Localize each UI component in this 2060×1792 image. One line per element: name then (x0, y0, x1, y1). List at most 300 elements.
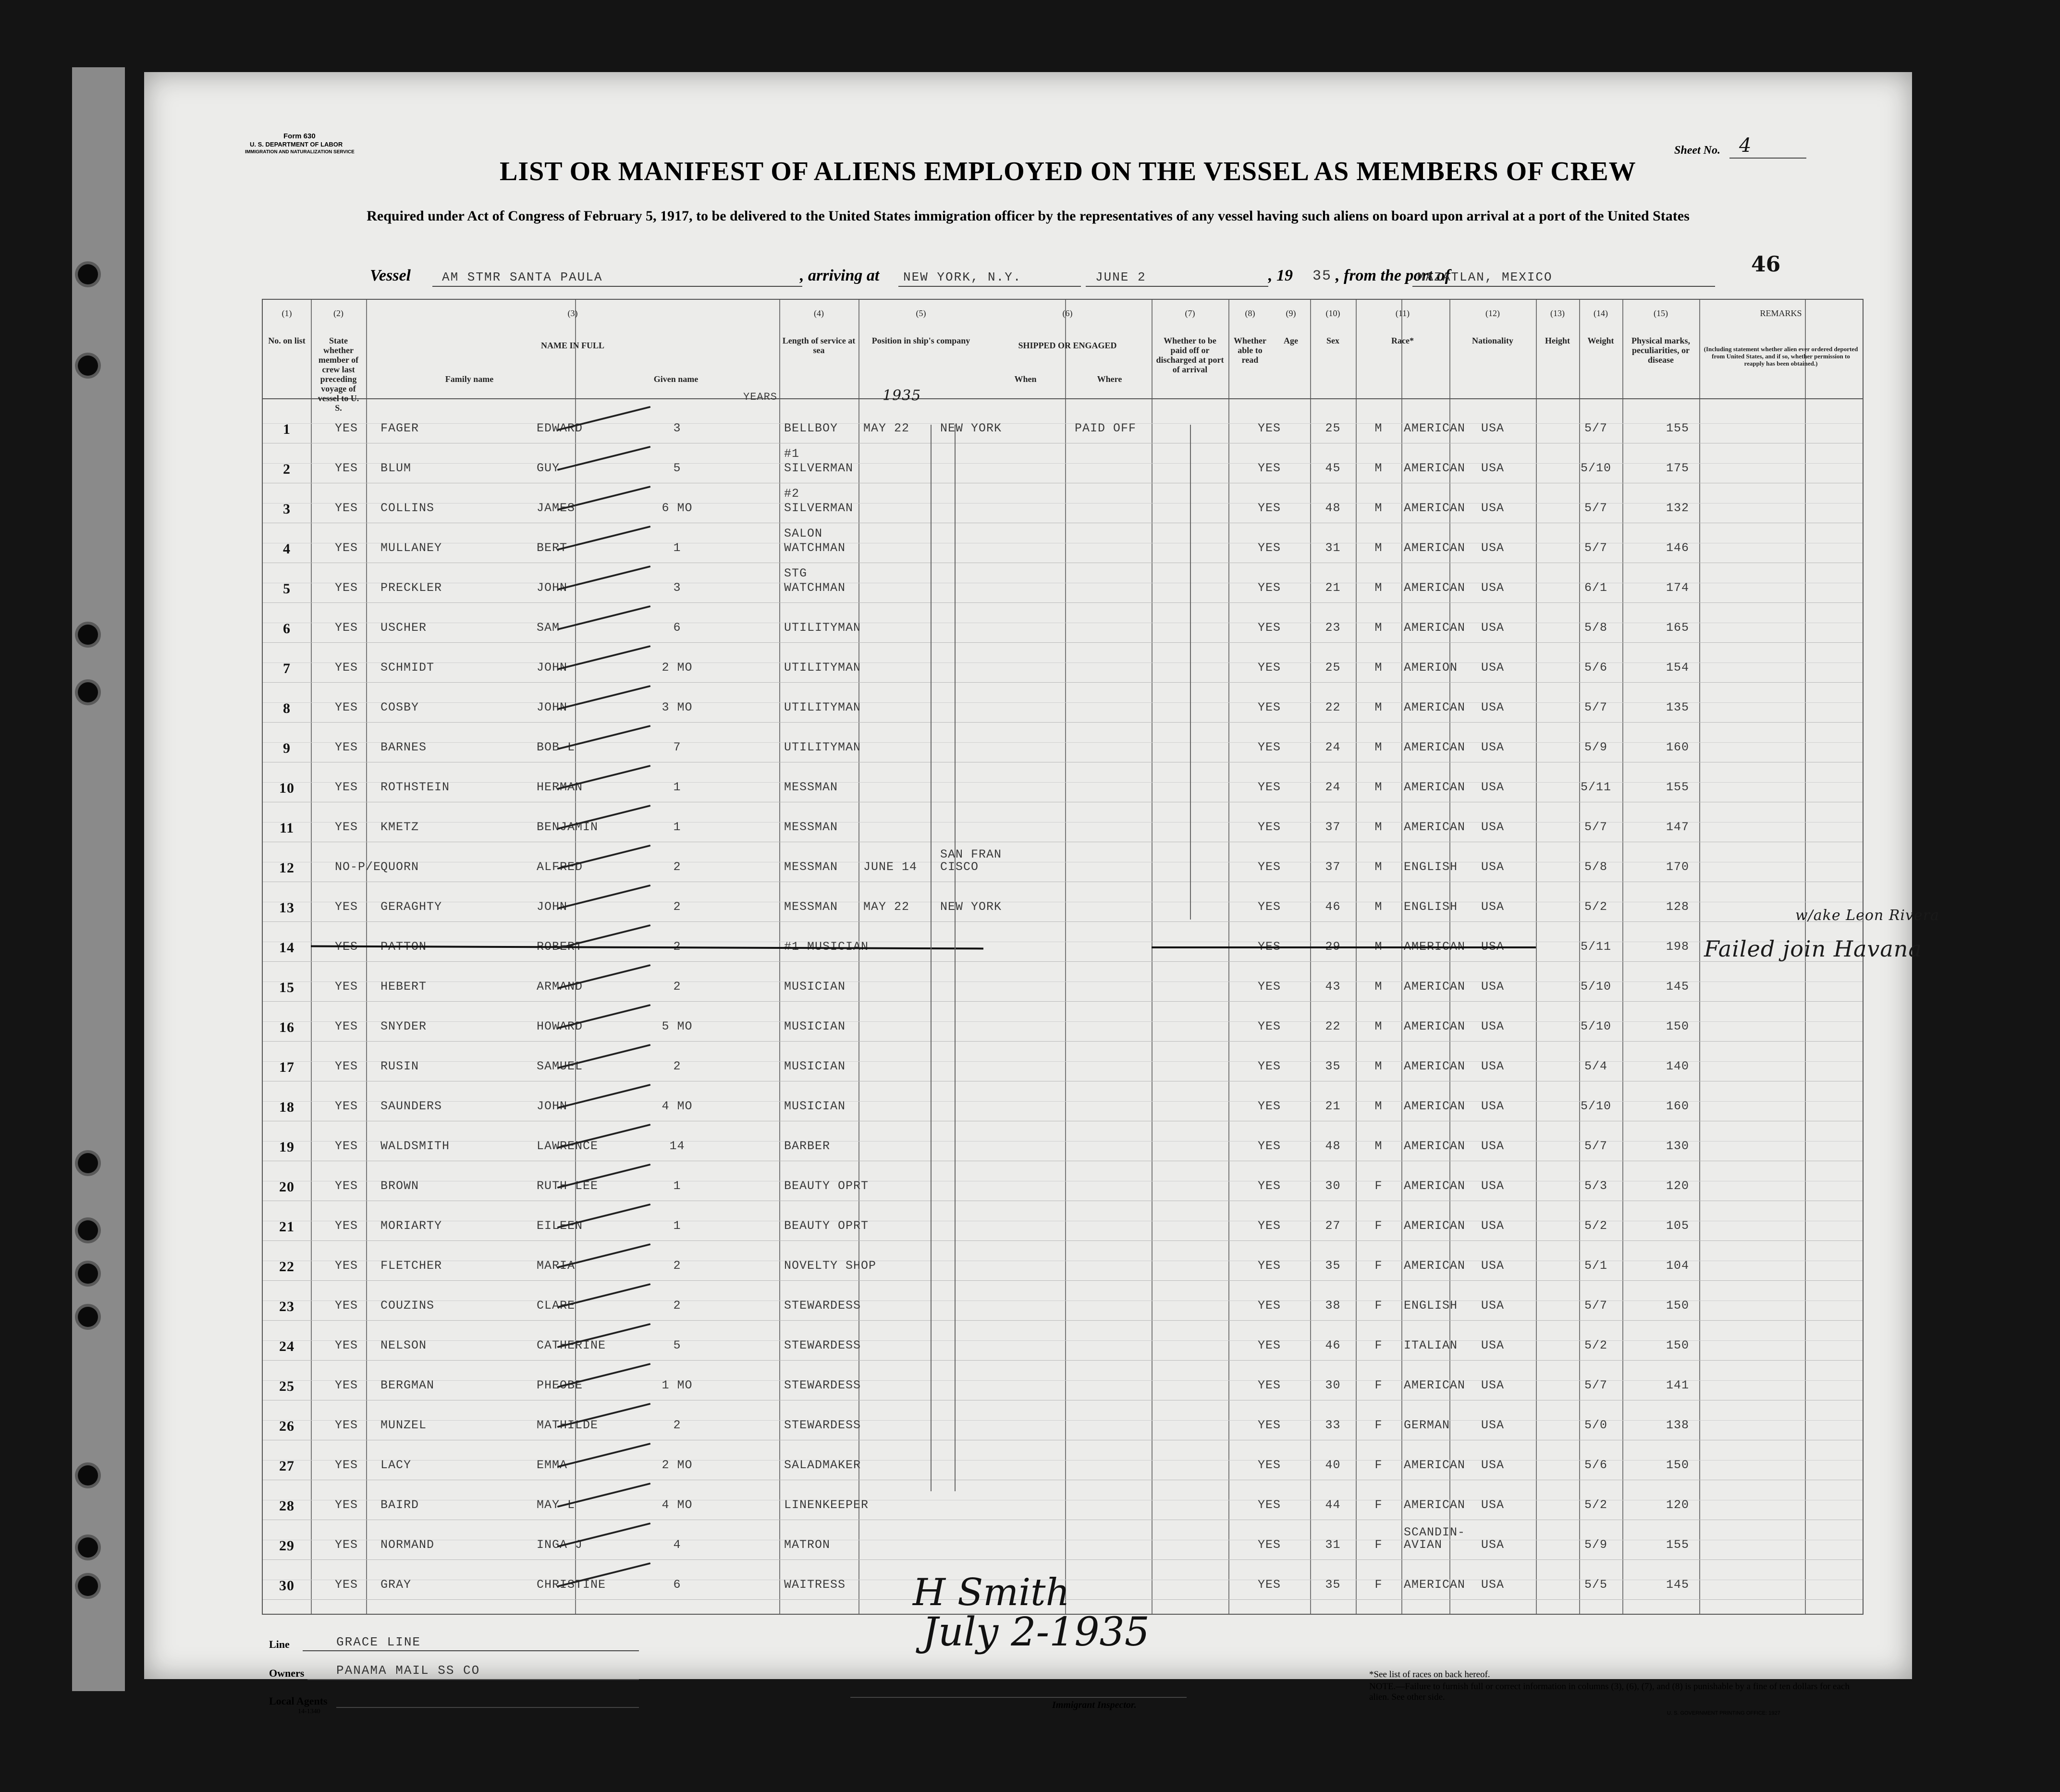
cell-position: STEWARDESS (784, 1378, 861, 1392)
cell-family: MULLANEY (380, 541, 442, 555)
cell-given: JOHN (537, 1099, 568, 1113)
cell-height: 5/10 (1580, 461, 1611, 475)
cell-age: 24 (1325, 740, 1341, 754)
cell-when: JUNE 14 (863, 860, 918, 874)
from-port-label: , from the port of (1336, 267, 1450, 284)
cell-position: UTILITYMAN (784, 700, 861, 714)
cell-prev: YES (335, 980, 358, 994)
cell-race: AMERICAN (1404, 621, 1466, 635)
column-number: (1) (282, 308, 292, 318)
cell-family: COLLINS (380, 501, 435, 515)
cell-no: 29 (279, 1538, 294, 1554)
cell-prev: YES (335, 940, 358, 954)
cell-weight: 154 (1666, 661, 1689, 675)
cell-prev: YES (335, 700, 358, 714)
column-header: NAME IN FULL (540, 341, 604, 350)
column-rule (1579, 300, 1580, 1614)
cell-age: 27 (1325, 1219, 1341, 1233)
cell-height: 5/8 (1584, 621, 1607, 635)
column-rule (858, 300, 859, 1614)
cell-position: UTILITYMAN (784, 661, 861, 675)
cell-sex: M (1374, 661, 1383, 675)
column-header: State whether member of crew last preceding voyage of vessel to U. S. (318, 336, 359, 413)
cell-position-top: SALON (784, 527, 823, 540)
cell-given: ARMAND (537, 980, 583, 994)
column-number: (12) (1485, 308, 1500, 318)
cell-age: 40 (1325, 1458, 1341, 1472)
arriving-label: , arriving at (800, 267, 880, 284)
cell-service: 4 MO (662, 1099, 693, 1113)
cell-height: 5/10 (1580, 1099, 1611, 1113)
cell-family: MUNZEL (380, 1418, 427, 1432)
cell-no: 27 (279, 1458, 294, 1474)
cell-given: HOWARD (537, 1019, 583, 1033)
column-rule (1536, 300, 1537, 1614)
cell-weight: 174 (1666, 581, 1689, 595)
column-header: Whether to be paid off or discharged at port of arrival (1156, 336, 1224, 374)
cell-age: 48 (1325, 1139, 1341, 1153)
cell-age: 35 (1325, 1059, 1341, 1073)
cell-age: 22 (1325, 1019, 1341, 1033)
cell-weight: 105 (1666, 1219, 1689, 1233)
shipped-year-note: 1935 (883, 387, 921, 404)
cell-no: 28 (279, 1498, 294, 1514)
strike-line (1152, 946, 1536, 948)
cell-weight: 160 (1666, 1099, 1689, 1113)
row-rule (263, 1041, 1863, 1042)
cell-read: YES (1257, 1099, 1281, 1113)
cell-weight: 130 (1666, 1139, 1689, 1153)
cell-family: FAGER (380, 421, 419, 435)
cell-prev: YES (335, 780, 358, 794)
cell-position: UTILITYMAN (784, 740, 861, 754)
cell-nat: USA (1481, 1179, 1504, 1193)
column-rule (1228, 300, 1229, 1614)
cell-service: 1 (673, 820, 681, 834)
column-rule (1356, 300, 1357, 1614)
cell-race: AMERICAN (1404, 421, 1466, 435)
races-note: *See list of races on back hereof. (1369, 1669, 1490, 1680)
cell-position: STEWARDESS (784, 1338, 861, 1352)
row-rule (263, 722, 1863, 723)
cell-read: YES (1257, 1019, 1281, 1033)
cell-age: 25 (1325, 421, 1341, 435)
cell-weight: 150 (1666, 1338, 1689, 1352)
cell-weight: 135 (1666, 700, 1689, 714)
cell-read: YES (1257, 900, 1281, 914)
cell-service: 4 (673, 1538, 681, 1552)
cell-age: 21 (1325, 581, 1341, 595)
cell-given: INGA J (537, 1538, 583, 1552)
column-number: (14) (1594, 308, 1608, 318)
arrival-year: 35 (1312, 268, 1332, 284)
cell-given: EMMA (537, 1458, 568, 1472)
cell-position: MUSICIAN (784, 1099, 846, 1113)
cell-age: 31 (1325, 1538, 1341, 1552)
cell-height: 5/1 (1584, 1259, 1607, 1273)
ditto-line (931, 425, 932, 1491)
manifest-page (144, 72, 1939, 1716)
cell-sex: F (1374, 1219, 1383, 1233)
column-number: (9) (1286, 308, 1296, 318)
cell-age: 30 (1325, 1179, 1341, 1193)
cell-prev: YES (335, 1139, 358, 1153)
cell-given: JOHN (537, 700, 568, 714)
binder-hole (78, 625, 98, 645)
column-subheader: Family name (445, 374, 494, 384)
cell-height: 5/0 (1584, 1418, 1607, 1432)
row-rule (263, 1320, 1863, 1321)
cell-read: YES (1257, 1259, 1281, 1273)
cell-height: 5/2 (1584, 1338, 1607, 1352)
cell-prev: YES (335, 1378, 358, 1392)
cell-race: AMERICAN (1404, 1099, 1466, 1113)
cell-age: 33 (1325, 1418, 1341, 1432)
cell-service: 2 (673, 860, 681, 874)
cell-position: STEWARDESS (784, 1299, 861, 1313)
column-number: (3) (567, 308, 578, 318)
cell-nat: USA (1481, 1498, 1504, 1512)
cell-height: 5/7 (1584, 1299, 1607, 1313)
column-header: Physical marks, peculiarities, or disease (1631, 336, 1690, 365)
cell-prev: YES (335, 820, 358, 834)
cell-prev: YES (335, 661, 358, 675)
cell-sex: M (1374, 820, 1383, 834)
cell-nat: USA (1481, 1019, 1504, 1033)
binder-hole (78, 1537, 98, 1558)
cell-age: 22 (1325, 700, 1341, 714)
cell-paid: PAID OFF (1075, 421, 1137, 435)
column-number: (8) (1245, 308, 1255, 318)
form-number: Form 630 (283, 132, 316, 140)
cell-no: 4 (283, 541, 291, 557)
cell-service: 7 (673, 740, 681, 754)
binder-hole (78, 1576, 98, 1596)
cell-service: 2 (673, 980, 681, 994)
cell-no: 22 (279, 1259, 294, 1275)
cell-prev: YES (335, 421, 358, 435)
cell-position: STEWARDESS (784, 1418, 861, 1432)
cell-height: 5/7 (1584, 1139, 1607, 1153)
cell-no: 6 (283, 621, 291, 637)
cell-nat: USA (1481, 780, 1504, 794)
sheet-number: 4 (1739, 135, 1752, 157)
cell-read: YES (1257, 1219, 1281, 1233)
page-subtitle: Required under Act of Congress of February 5, 1917, to be delivered to the United States immigration officer by the representatives of any vessel having such aliens on board upon arrival at a port of the United States (367, 208, 1690, 224)
cell-nat: USA (1481, 421, 1504, 435)
row-rule (263, 1240, 1863, 1241)
cell-service: 1 (673, 1179, 681, 1193)
cell-nat: USA (1481, 1259, 1504, 1273)
column-number: (11) (1395, 308, 1410, 318)
cell-family: PATTON (380, 940, 427, 954)
department: U. S. DEPARTMENT OF LABOR (250, 141, 343, 148)
column-number: REMARKS (1760, 308, 1802, 318)
cell-where: NEW YORK (940, 421, 1002, 435)
cell-sex: F (1374, 1458, 1383, 1472)
cell-position: MESSMAN (784, 780, 838, 794)
column-header: Position in ship's company (871, 336, 970, 345)
cell-height: 5/7 (1584, 700, 1607, 714)
cell-service: 6 (673, 1578, 681, 1592)
arrival-date: JUNE 2 (1095, 270, 1146, 284)
sheet-label: Sheet No. (1674, 144, 1720, 157)
inspector-label: Immigrant Inspector. (1052, 1700, 1137, 1710)
cell-prev: NO-P/E (335, 860, 381, 874)
remark-row14-top: w/ake Leon Rivera (1795, 907, 1939, 924)
cell-prev: YES (335, 1019, 358, 1033)
cell-family: BARNES (380, 740, 427, 754)
owners-name: PANAMA MAIL SS CO (336, 1663, 480, 1678)
cell-prev: YES (335, 1059, 358, 1073)
column-header: Length of service at sea (782, 336, 856, 355)
cell-sex: F (1374, 1538, 1383, 1552)
column-rule (1152, 300, 1153, 1614)
cell-sex: M (1374, 1099, 1383, 1113)
cell-service: 3 MO (662, 700, 693, 714)
cell-weight: 155 (1666, 421, 1689, 435)
cell-given: BERT (537, 541, 568, 555)
vessel-label: Vessel (370, 267, 411, 284)
cell-weight: 132 (1666, 501, 1689, 515)
cell-service: 2 (673, 1299, 681, 1313)
cell-race: ENGLISH (1404, 860, 1458, 874)
cell-no: 19 (279, 1139, 294, 1155)
cell-race: ITALIAN (1404, 1338, 1458, 1352)
column-number: (15) (1654, 308, 1668, 318)
cell-given: ALFRED (537, 860, 583, 874)
cell-nat: USA (1481, 541, 1504, 555)
column-header: No. on list (268, 336, 306, 345)
cell-height: 5/4 (1584, 1059, 1607, 1073)
cell-position: BEAUTY OPRT (784, 1179, 869, 1193)
cell-height: 5/2 (1584, 1219, 1607, 1233)
cell-sex: M (1374, 940, 1383, 954)
cell-prev: YES (335, 1498, 358, 1512)
ditto-line (955, 425, 956, 1491)
cell-service: 2 (673, 940, 681, 954)
cell-no: 11 (279, 820, 294, 836)
cell-given: LAWRENCE (537, 1139, 599, 1153)
cell-position-top: STG (784, 566, 808, 580)
cell-nat: USA (1481, 1578, 1504, 1592)
cell-family: WALDSMITH (380, 1139, 450, 1153)
cell-nat: USA (1481, 1219, 1504, 1233)
cell-given: ROBERT (537, 940, 583, 954)
cell-position: WAITRESS (784, 1578, 846, 1592)
cell-age: 38 (1325, 1299, 1341, 1313)
cell-no: 3 (283, 501, 291, 517)
cell-sex: M (1374, 421, 1383, 435)
cell-read: YES (1257, 1458, 1281, 1472)
cell-age: 35 (1325, 1578, 1341, 1592)
cell-service: 2 (673, 1059, 681, 1073)
column-rule (575, 300, 576, 1614)
cell-nat: USA (1481, 1059, 1504, 1073)
cell-sex: M (1374, 900, 1383, 914)
cell-no: 20 (279, 1179, 294, 1195)
line-label: Line (269, 1638, 290, 1650)
cell-no: 17 (279, 1059, 294, 1075)
cell-weight: 150 (1666, 1019, 1689, 1033)
binder-hole (78, 682, 98, 702)
cell-read: YES (1257, 780, 1281, 794)
cell-family: FLETCHER (380, 1259, 442, 1273)
cell-prev: YES (335, 621, 358, 635)
cell-sex: F (1374, 1578, 1383, 1592)
cell-height: 5/6 (1584, 1458, 1607, 1472)
cell-given: JOHN (537, 581, 568, 595)
cell-given: SAMUEL (537, 1059, 583, 1073)
cell-read: YES (1257, 1418, 1281, 1432)
cell-prev: YES (335, 1219, 358, 1233)
cell-nat: USA (1481, 740, 1504, 754)
cell-read: YES (1257, 700, 1281, 714)
column-rule (1449, 300, 1450, 1614)
column-header: Race* (1391, 336, 1414, 345)
cell-prev: YES (335, 1179, 358, 1193)
column-subheader: Where (1097, 374, 1122, 384)
cell-nat: USA (1481, 1418, 1504, 1432)
row-rule (263, 1360, 1863, 1361)
cell-age: 46 (1325, 900, 1341, 914)
cell-given: MAY L (537, 1498, 576, 1512)
cell-age: 25 (1325, 661, 1341, 675)
cell-family: RUSIN (380, 1059, 419, 1073)
cell-given: JOHN (537, 661, 568, 675)
cell-read: YES (1257, 1498, 1281, 1512)
cell-prev: YES (335, 1418, 358, 1432)
cell-read: YES (1257, 1059, 1281, 1073)
cell-service: 3 (673, 581, 681, 595)
cell-read: YES (1257, 421, 1281, 435)
cell-weight: 155 (1666, 780, 1689, 794)
cell-age: 31 (1325, 541, 1341, 555)
column-subheader: Given name (653, 374, 699, 384)
cell-nat: USA (1481, 1139, 1504, 1153)
cell-race: AMERICAN (1404, 1059, 1466, 1073)
cell-weight: 140 (1666, 1059, 1689, 1073)
cell-height: 5/10 (1580, 980, 1611, 994)
cell-no: 23 (279, 1299, 294, 1314)
cell-read: YES (1257, 740, 1281, 754)
cell-where: SAN FRAN CISCO (940, 847, 1002, 874)
cell-service: 5 MO (662, 1019, 693, 1033)
column-rule (779, 300, 780, 1614)
cell-no: 25 (279, 1378, 294, 1394)
column-number: (2) (333, 308, 343, 318)
cell-read: YES (1257, 860, 1281, 874)
column-number: (13) (1550, 308, 1565, 318)
cell-race: SCANDIN-AVIAN (1404, 1525, 1466, 1552)
cell-position: BEAUTY OPRT (784, 1219, 869, 1233)
cell-nat: USA (1481, 461, 1504, 475)
cell-prev: YES (335, 740, 358, 754)
cell-race: AMERICAN (1404, 1019, 1466, 1033)
cell-nat: USA (1481, 900, 1504, 914)
column-rule (311, 300, 312, 1614)
cell-where: NEW YORK (940, 900, 1002, 914)
cell-no: 14 (279, 940, 294, 956)
cell-prev: YES (335, 1259, 358, 1273)
cell-race: AMERICAN (1404, 461, 1466, 475)
cell-given: CHRISTINE (537, 1578, 606, 1592)
cell-height: 5/5 (1584, 1578, 1607, 1592)
cell-race: AMERICAN (1404, 1139, 1466, 1153)
cell-sex: M (1374, 1019, 1383, 1033)
cell-height: 5/6 (1584, 661, 1607, 675)
cell-family: BLUM (380, 461, 412, 475)
cell-read: YES (1257, 661, 1281, 675)
cell-service: 4 MO (662, 1498, 693, 1512)
cell-family: BERGMAN (380, 1378, 435, 1392)
cell-position: MUSICIAN (784, 980, 846, 994)
cell-weight: 145 (1666, 980, 1689, 994)
cell-sex: M (1374, 740, 1383, 754)
column-number: (10) (1325, 308, 1340, 318)
crew-table (262, 299, 1939, 1615)
cell-read: YES (1257, 1538, 1281, 1552)
cell-sex: F (1374, 1418, 1383, 1432)
cell-when: MAY 22 (863, 421, 910, 435)
cell-weight: 155 (1666, 1538, 1689, 1552)
cell-weight: 165 (1666, 621, 1689, 635)
cell-sex: M (1374, 541, 1383, 555)
cell-height: 5/10 (1580, 1019, 1611, 1033)
cell-no: 9 (283, 740, 291, 756)
cell-no: 21 (279, 1219, 294, 1235)
cell-family: PRECKLER (380, 581, 442, 595)
column-header: SHIPPED OR ENGAGED (1018, 341, 1117, 350)
cell-no: 13 (279, 900, 294, 916)
cell-sex: M (1374, 1139, 1383, 1153)
cell-height: 5/7 (1584, 421, 1607, 435)
vessel-name: AM STMR SANTA PAULA (442, 270, 603, 284)
binder-hole (78, 1465, 98, 1485)
cell-race: AMERICAN (1404, 780, 1466, 794)
binder-hole (78, 356, 98, 376)
page-number: 46 (1751, 252, 1781, 277)
cell-height: 5/2 (1584, 1498, 1607, 1512)
cell-weight: 128 (1666, 900, 1689, 914)
cell-age: 48 (1325, 501, 1341, 515)
cell-family: HEBERT (380, 980, 427, 994)
column-number: (4) (814, 308, 824, 318)
column-number: (7) (1185, 308, 1195, 318)
column-rule (1065, 300, 1066, 1614)
cell-family: SCHMIDT (380, 661, 435, 675)
binder-hole (78, 1264, 98, 1284)
cell-prev: YES (335, 1458, 358, 1472)
cell-family: NORMAND (380, 1538, 435, 1552)
cell-prev: YES (335, 1338, 358, 1352)
column-header: Sex (1326, 336, 1339, 345)
cell-service: 2 (673, 900, 681, 914)
cell-given: EDWARD (537, 421, 583, 435)
cell-no: 8 (283, 700, 291, 716)
ditto-line (1190, 425, 1191, 920)
cell-position: MUSICIAN (784, 1059, 846, 1073)
cell-read: YES (1257, 980, 1281, 994)
cell-given: PHEOBE (537, 1378, 583, 1392)
cell-given: BENJAMIN (537, 820, 599, 834)
cell-age: 35 (1325, 1259, 1341, 1273)
cell-read: YES (1257, 621, 1281, 635)
cell-nat: USA (1481, 501, 1504, 515)
cell-nat: USA (1481, 700, 1504, 714)
cell-nat: USA (1481, 1538, 1504, 1552)
cell-weight: 145 (1666, 1578, 1689, 1592)
